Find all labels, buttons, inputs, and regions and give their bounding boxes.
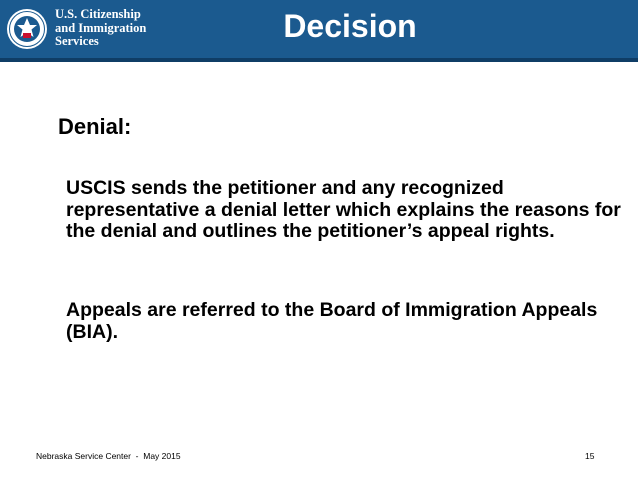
denial-paragraph: USCIS sends the petitioner and any recognized representative a denial letter which explains the reasons for the denial and outlines the petitioner’s appeal rights. (66, 177, 621, 242)
agency-name (55, 8, 195, 49)
slide-title: Decision (283, 8, 417, 44)
header-divider (0, 58, 638, 62)
section-heading: Denial: (58, 114, 132, 139)
agency-name-line-3: Services (55, 34, 99, 48)
dhs-seal-icon (6, 8, 48, 50)
footer-text: Nebraska Service Center - May 2015 (36, 451, 181, 461)
appeals-paragraph: Appeals are referred to the Board of Immigration Appeals (BIA). (66, 299, 598, 343)
page-number: 15 (585, 451, 595, 461)
header-bar (0, 0, 638, 58)
agency-name-line-2: and Immigration (55, 20, 147, 35)
agency-name-line-1: U.S. Citizenship (55, 7, 141, 21)
